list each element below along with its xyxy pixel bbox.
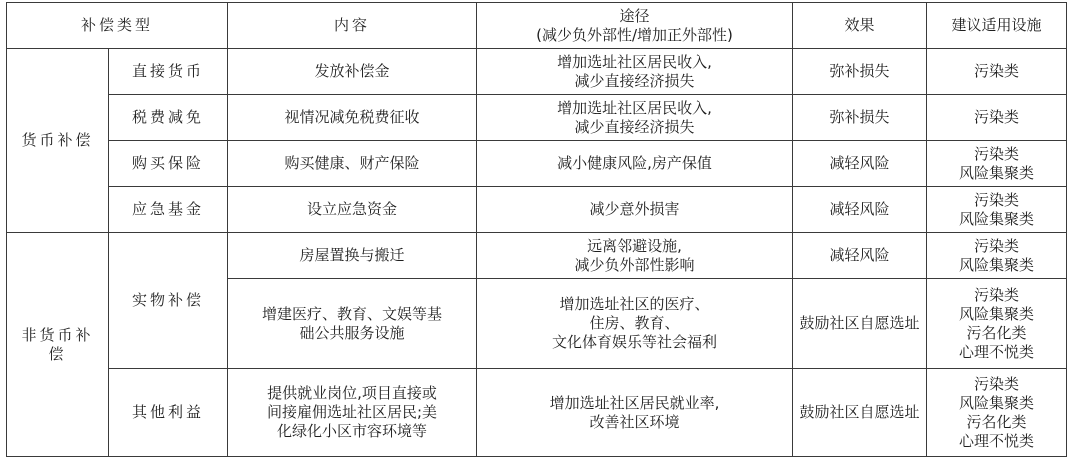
facility-cell xyxy=(927,49,1067,95)
content-cell: 设立应急资金 xyxy=(228,187,477,233)
header-effect: 效果 xyxy=(793,3,927,49)
content-cell xyxy=(228,279,477,369)
path-cell xyxy=(477,141,793,187)
effect-cell: 减轻风险 xyxy=(793,233,927,279)
compensation-table xyxy=(6,2,1067,457)
path-line: 增加选址社区居民收入, xyxy=(557,52,712,71)
table-row xyxy=(7,369,1067,457)
category-monetary: 货币补偿 xyxy=(7,49,109,233)
subtype-cell: 直接货币 xyxy=(109,49,228,95)
facility-line: 污染类 xyxy=(973,236,1019,255)
path-line: 增加选址社区的医疗、 xyxy=(559,295,710,313)
content-cell: 购买健康、财产保险 xyxy=(228,141,477,187)
header-facility: 建议适用设施 xyxy=(927,3,1067,49)
subtype-cell: 应急基金 xyxy=(109,187,228,233)
content-cell: 视情况减免税费征收 xyxy=(228,95,477,141)
content-cell xyxy=(228,369,477,457)
subtype-cell: 其他利益 xyxy=(109,369,228,457)
facility-cell xyxy=(927,95,1067,141)
path-cell xyxy=(477,369,793,457)
header-path xyxy=(477,3,793,49)
path-line: 远离邻避设施, xyxy=(587,236,682,255)
effect-cell: 弥补损失 xyxy=(793,49,927,95)
facility-line: 污名化类 xyxy=(966,323,1027,342)
path-cell xyxy=(477,279,793,369)
facility-line: 风险集聚类 xyxy=(958,209,1034,228)
path-line: 改善社区环境 xyxy=(589,412,680,431)
subtype-cell: 购买保险 xyxy=(109,141,228,187)
facility-line: 风险集聚类 xyxy=(958,304,1034,323)
facility-cell xyxy=(927,233,1067,279)
path-cell xyxy=(477,95,793,141)
path-line: 增加选址社区居民就业率, xyxy=(549,393,720,412)
facility-line: 污染类 xyxy=(973,108,1019,126)
effect-cell: 弥补损失 xyxy=(793,95,927,141)
path-line: 增加选址社区居民收入, xyxy=(557,98,712,117)
path-line: 文化体育娱乐等社会福利 xyxy=(551,333,717,351)
path-line: 减小健康风险,房产保值 xyxy=(557,154,712,172)
facility-cell xyxy=(927,187,1067,233)
effect-cell: 减轻风险 xyxy=(793,141,927,187)
facility-line: 污染类 xyxy=(973,62,1019,80)
header-path-line2: (减少负外部性/增加正外部性) xyxy=(536,25,733,44)
table-row xyxy=(7,141,1067,187)
content-cell: 发放补偿金 xyxy=(228,49,477,95)
table-row xyxy=(7,187,1067,233)
table-row xyxy=(7,233,1067,279)
facility-line: 污染类 xyxy=(973,144,1019,163)
content-line: 化绿化小区市容环境等 xyxy=(276,422,427,440)
content-line: 间接雇佣选址社区居民;美 xyxy=(266,403,438,421)
table-row xyxy=(7,49,1067,95)
path-line: 减少意外损害 xyxy=(589,200,680,218)
subtype-cell: 税费减免 xyxy=(109,95,228,141)
effect-cell: 鼓励社区自愿选址 xyxy=(793,279,927,369)
content-cell: 房屋置换与搬迁 xyxy=(228,233,477,279)
effect-cell: 减轻风险 xyxy=(793,187,927,233)
header-content: 内容 xyxy=(228,3,477,49)
header-type: 补偿类型 xyxy=(7,3,228,49)
facility-line: 心理不悦类 xyxy=(958,431,1034,450)
path-line: 减少直接经济损失 xyxy=(574,71,695,90)
facility-cell xyxy=(927,141,1067,187)
facility-line: 风险集聚类 xyxy=(958,393,1034,412)
facility-cell xyxy=(927,279,1067,369)
facility-line: 污染类 xyxy=(973,374,1019,393)
path-line: 减少负外部性影响 xyxy=(574,255,695,274)
facility-line: 污染类 xyxy=(973,285,1019,304)
facility-line: 风险集聚类 xyxy=(958,255,1034,274)
path-line: 住房、教育、 xyxy=(589,314,680,332)
content-line: 提供就业岗位,项目直接或 xyxy=(267,384,437,402)
facility-line: 风险集聚类 xyxy=(958,163,1034,182)
path-cell xyxy=(477,187,793,233)
path-cell xyxy=(477,49,793,95)
header-row xyxy=(7,3,1067,49)
subtype-cell: 实物补偿 xyxy=(109,233,228,369)
content-line: 础公共服务设施 xyxy=(299,323,405,342)
facility-line: 心理不悦类 xyxy=(958,342,1034,361)
table-row xyxy=(7,95,1067,141)
facility-line: 污染类 xyxy=(973,190,1019,209)
path-line: 减少直接经济损失 xyxy=(574,117,695,136)
content-line: 增建医疗、教育、文娱等基 xyxy=(261,304,442,323)
header-path-line1: 途径 xyxy=(619,6,650,25)
effect-cell: 鼓励社区自愿选址 xyxy=(793,369,927,457)
facility-line: 污名化类 xyxy=(966,412,1027,431)
category-non-monetary: 非货币补偿 xyxy=(7,233,109,457)
facility-cell xyxy=(927,369,1067,457)
path-cell xyxy=(477,233,793,279)
